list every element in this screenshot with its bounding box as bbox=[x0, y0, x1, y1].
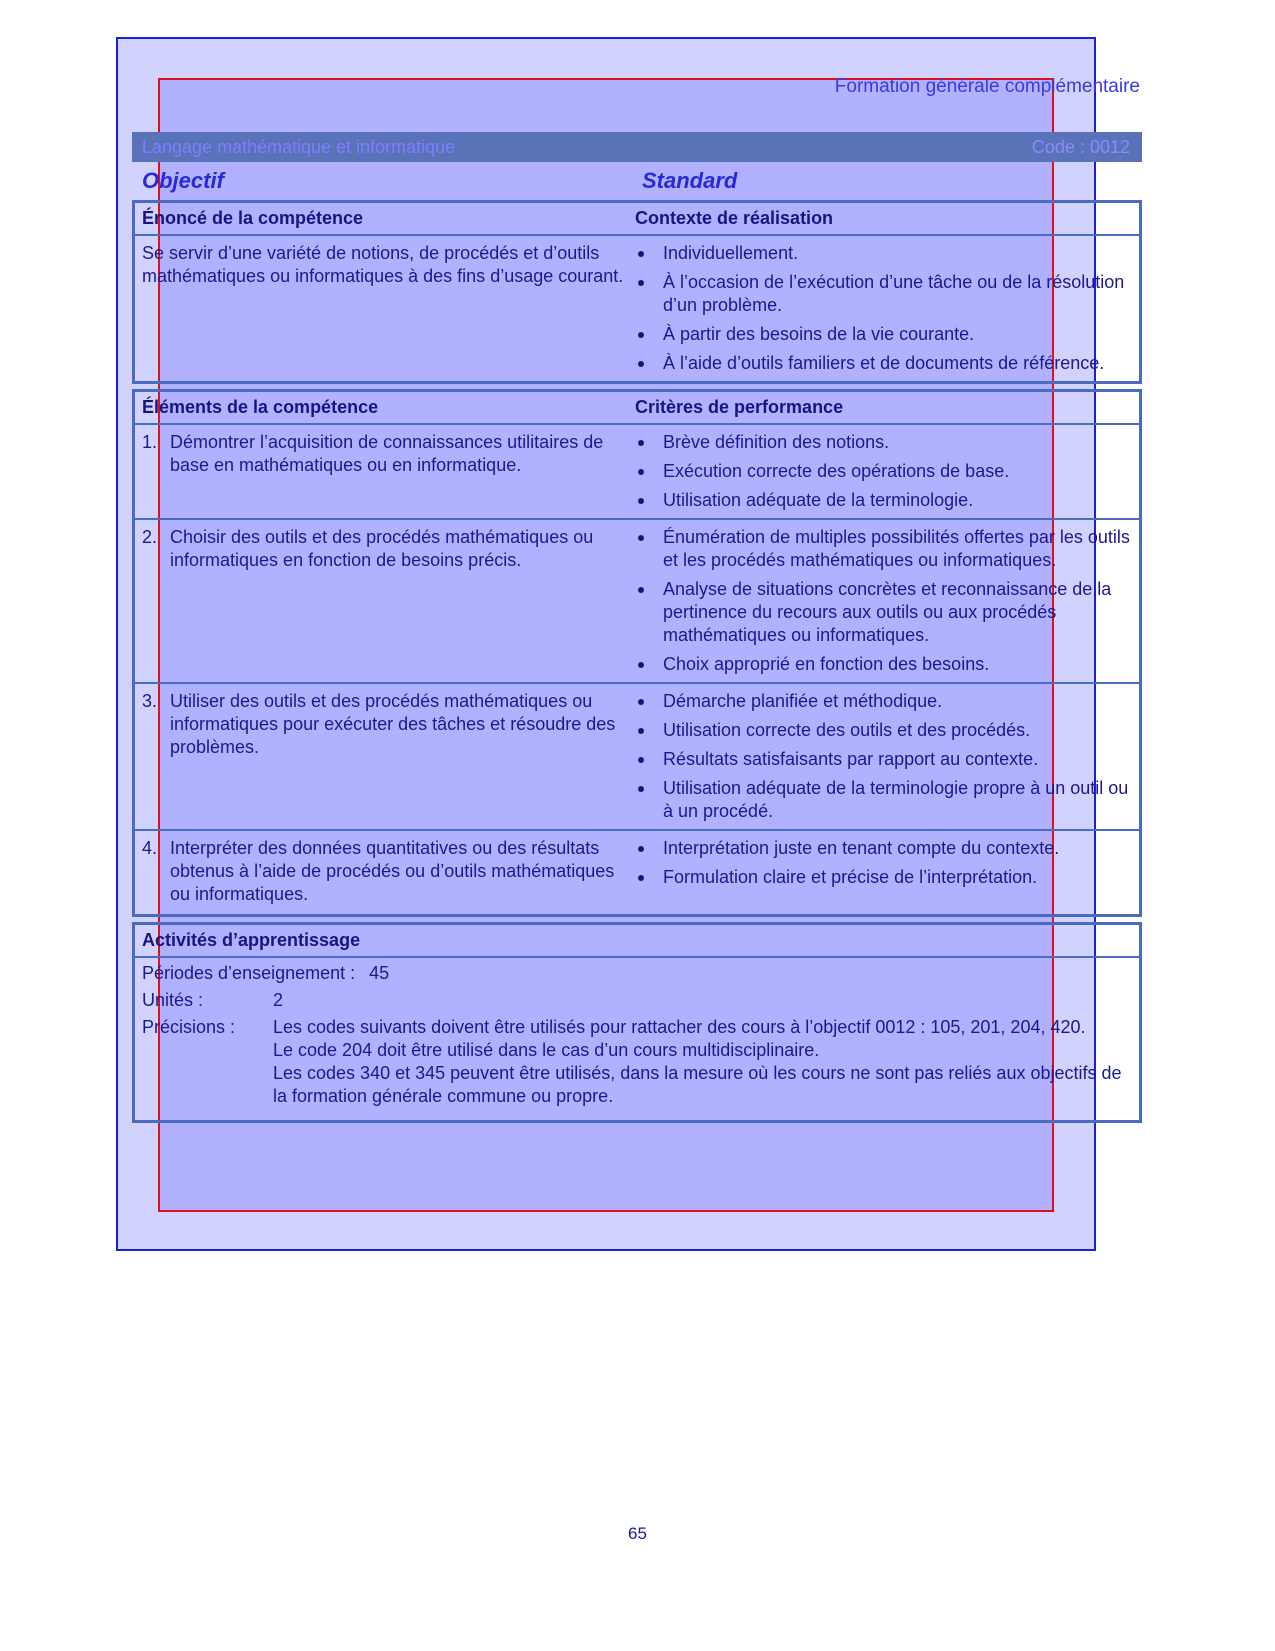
activities-body bbox=[135, 958, 1139, 1120]
precision-paragraph: Les codes 340 et 345 peuvent être utilisés, dans la mesure où les cours ne sont pas reliés aux objectifs de la formation générale commune ou propre. bbox=[273, 1063, 1122, 1106]
criteria-cell bbox=[635, 520, 1139, 682]
table-row bbox=[135, 425, 1139, 520]
criteria-cell bbox=[635, 684, 1139, 829]
document-content bbox=[132, 70, 1142, 1123]
criteria-list bbox=[635, 431, 1131, 512]
table-row bbox=[135, 520, 1139, 684]
table-row bbox=[135, 684, 1139, 831]
subject-title: Langage mathématique et informatique bbox=[142, 136, 456, 157]
list-item: Exécution correcte des opérations de base. bbox=[635, 460, 1131, 483]
elements-header: Éléments de la compétence bbox=[142, 397, 379, 417]
criteria-cell bbox=[635, 425, 1139, 518]
element-number: 1. bbox=[142, 432, 158, 452]
criteria-header: Critères de performance bbox=[635, 397, 844, 417]
element-cell bbox=[135, 831, 635, 914]
activities-header-row bbox=[135, 925, 1139, 958]
periods-line bbox=[142, 962, 1131, 985]
precisions-label: Précisions : bbox=[142, 1017, 236, 1037]
element-number: 3. bbox=[142, 691, 158, 711]
list-item: À l’occasion de l’exécution d’une tâche ou de la résolution d’un problème. bbox=[635, 271, 1131, 317]
subject-code: Code : 0012 bbox=[1031, 136, 1130, 157]
competence-statement-header: Énoncé de la compétence bbox=[142, 208, 364, 228]
standard-label: Standard bbox=[642, 168, 738, 193]
element-text: Utiliser des outils et des procédés mathématiques ou informatiques pour exécuter des tâches et résoudre des problèmes. bbox=[170, 691, 616, 757]
competence-row bbox=[135, 236, 1139, 381]
precision-paragraph: Les codes suivants doivent être utilisés pour rattacher des cours à l’objectif 0012 : 105, 201, 204, 420. bbox=[273, 1017, 1086, 1037]
element-number: 2. bbox=[142, 527, 158, 547]
list-item: Énumération de multiples possibilités offertes par les outils et les procédés mathématiques ou informatiques. bbox=[635, 526, 1131, 572]
element-cell bbox=[135, 520, 635, 682]
precision-paragraph: Le code 204 doit être utilisé dans le cas d’un cours multidisciplinaire. bbox=[273, 1040, 820, 1060]
periods-value: 45 bbox=[369, 963, 390, 983]
units-value: 2 bbox=[273, 990, 284, 1010]
elements-box bbox=[132, 389, 1142, 917]
element-number: 4. bbox=[142, 838, 158, 858]
list-item: Brève définition des notions. bbox=[635, 431, 1131, 454]
context-list-cell bbox=[635, 236, 1139, 381]
element-text: Démontrer l’acquisition de connaissances utilitaires de base en mathématiques ou en informatique. bbox=[170, 432, 604, 475]
list-item: Utilisation correcte des outils et des procédés. bbox=[635, 719, 1131, 742]
units-line bbox=[142, 989, 1131, 1012]
list-item: À l’aide d’outils familiers et de documents de référence. bbox=[635, 352, 1131, 375]
elements-header-row bbox=[135, 392, 1139, 425]
activities-box bbox=[132, 922, 1142, 1123]
activities-header: Activités d’apprentissage bbox=[142, 930, 361, 950]
criteria-cell bbox=[635, 831, 1139, 914]
competence-header-row bbox=[135, 203, 1139, 236]
list-item: Démarche planifiée et méthodique. bbox=[635, 690, 1131, 713]
list-item: Utilisation adéquate de la terminologie propre à un outil ou à un procédé. bbox=[635, 777, 1131, 823]
criteria-list bbox=[635, 837, 1131, 889]
list-item: Interprétation juste en tenant compte du contexte. bbox=[635, 837, 1131, 860]
subject-title-bar bbox=[132, 132, 1142, 162]
element-text: Choisir des outils et des procédés mathématiques ou informatiques en fonction de besoins précis. bbox=[170, 527, 594, 570]
element-cell bbox=[135, 684, 635, 829]
list-item: Formulation claire et précise de l’interprétation. bbox=[635, 866, 1131, 889]
context-list bbox=[635, 242, 1131, 375]
list-item: À partir des besoins de la vie courante. bbox=[635, 323, 1131, 346]
precisions-text bbox=[273, 1016, 1131, 1108]
objective-label: Objectif bbox=[142, 168, 224, 193]
precisions-line bbox=[142, 1016, 1131, 1108]
program-title: Formation générale complémentaire bbox=[834, 76, 1140, 97]
competence-box bbox=[132, 200, 1142, 384]
list-item: Résultats satisfaisants par rapport au contexte. bbox=[635, 748, 1131, 771]
competence-statement: Se servir d’une variété de notions, de procédés et d’outils mathématiques ou informatiques à des fins d’usage courant. bbox=[142, 243, 624, 286]
periods-label: Périodes d’enseignement : bbox=[142, 963, 356, 983]
list-item: Utilisation adéquate de la terminologie. bbox=[635, 489, 1131, 512]
element-cell bbox=[135, 425, 635, 518]
criteria-list bbox=[635, 690, 1131, 823]
list-item: Choix approprié en fonction des besoins. bbox=[635, 653, 1131, 676]
element-text: Interpréter des données quantitatives ou des résultats obtenus à l’aide de procédés ou d’outils mathématiques ou informatiques. bbox=[170, 838, 615, 904]
criteria-list bbox=[635, 526, 1131, 676]
units-label: Unités : bbox=[142, 990, 204, 1010]
table-row bbox=[135, 831, 1139, 914]
section-labels bbox=[132, 162, 1142, 200]
list-item: Analyse de situations concrètes et reconnaissance de la pertinence du recours aux outils ou aux procédés mathématiques ou informatiques. bbox=[635, 578, 1131, 647]
context-header: Contexte de réalisation bbox=[635, 208, 834, 228]
list-item: Individuellement. bbox=[635, 242, 1131, 265]
page-number: 65 bbox=[628, 1524, 647, 1543]
